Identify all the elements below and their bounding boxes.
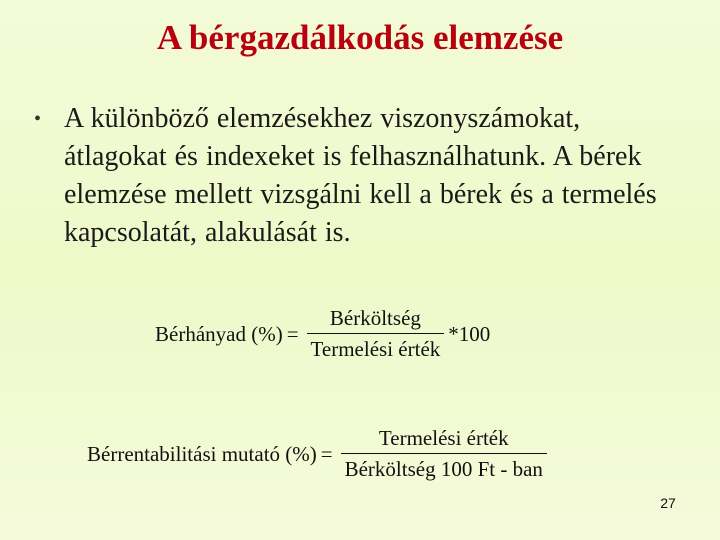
- formula-lhs: Bérrentabilitási mutató (%): [87, 441, 317, 466]
- slide-title: A bérgazdálkodás elemzése: [156, 18, 564, 57]
- equals-sign: =: [320, 441, 333, 466]
- bullet-item: [34, 100, 684, 252]
- bullet-icon: •: [34, 108, 42, 130]
- formula-berhanyad: [155, 305, 490, 362]
- multiplier: *100: [448, 321, 491, 346]
- fraction-denominator: Bérköltség 100 Ft - ban: [344, 457, 543, 481]
- fraction: [341, 425, 547, 482]
- formula-lhs: Bérhányad (%): [155, 321, 283, 346]
- fraction-denominator: Termelési érték: [310, 337, 441, 361]
- fraction-numerator: Bérköltség: [329, 306, 421, 330]
- page-number: 27: [660, 495, 676, 511]
- fraction-numerator: Termelési érték: [378, 426, 509, 450]
- bullet-text: A különböző elemzésekhez viszonyszámokat, átlagokat és indexeket is felhasználhatunk. A bérek elemzése mellett vizsgálni kell a bérek és a termelés kapcsolatát, alakulását is.: [64, 103, 657, 248]
- formula-berrentabilitas: [87, 425, 551, 482]
- equals-sign: =: [286, 321, 299, 346]
- fraction: [307, 305, 445, 362]
